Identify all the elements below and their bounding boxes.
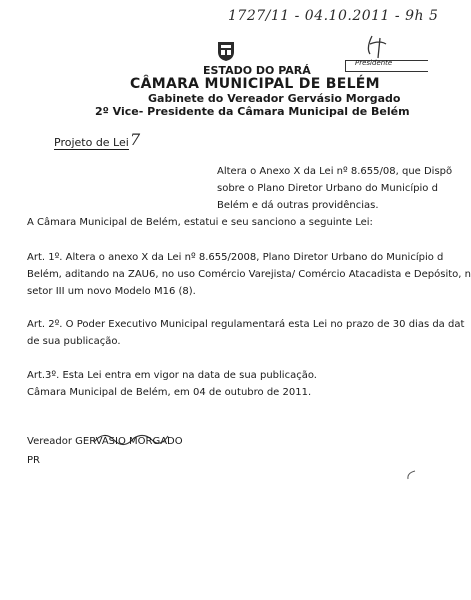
cabinet-name: Gabinete do Vereador Gervásio Morgado (148, 92, 401, 105)
author-name: Vereador GERVÁSIO MORGADO (27, 436, 183, 447)
closing-date: Câmara Municipal de Belém, em 04 de outubro de 2011. (27, 387, 312, 398)
article-1 (27, 249, 471, 300)
ementa (217, 163, 452, 214)
vice-president-title: 2º Vice- Presidente da Câmara Municipal de Belém (95, 105, 410, 118)
handwritten-initial-icon (362, 32, 392, 60)
protocol-annotation: 1727/11 - 04.10.2011 - 9h 5 (228, 8, 439, 24)
state-name: ESTADO DO PARÁ (203, 64, 311, 77)
preamble: A Câmara Municipal de Belém, estatui e seu sanciono a seguinte Lei: (27, 217, 373, 228)
stamp-label: Presidente (355, 59, 393, 67)
bill-number: 7 (130, 130, 141, 149)
article-2 (27, 316, 464, 350)
ementa-line: Altera o Anexo X da Lei nº 8.655/08, que Dispõ (217, 166, 453, 177)
article-line: setor III um novo Modelo M16 (8). (27, 286, 196, 297)
article-line: Belém, aditando na ZAU6, no uso Comércio Varejista/ Comércio Atacadista e Depósito, n (27, 269, 471, 280)
ementa-line: sobre o Plano Diretor Urbano do Município d (217, 183, 438, 194)
bill-title (54, 130, 141, 149)
article-line: de sua publicação. (27, 336, 121, 347)
bill-label: Projeto de Lei (54, 136, 129, 149)
ementa-line: Belém e dá outras providências. (217, 200, 379, 211)
article-line: Art. 2º. O Poder Executivo Municipal regulamentará esta Lei no prazo de 30 dias da dat (27, 319, 465, 330)
chamber-name: CÂMARA MUNICIPAL DE BELÉM (130, 76, 380, 92)
margin-mark-icon (404, 468, 418, 482)
article-3: Art.3º. Esta Lei entra em vigor na data de sua publicação. (27, 370, 317, 381)
article-line: Art. 1º. Altera o anexo X da Lei nº 8.655/2008, Plano Diretor Urbano do Município d (27, 252, 444, 263)
coat-of-arms-icon (216, 40, 236, 62)
author-party: PR (27, 455, 40, 466)
